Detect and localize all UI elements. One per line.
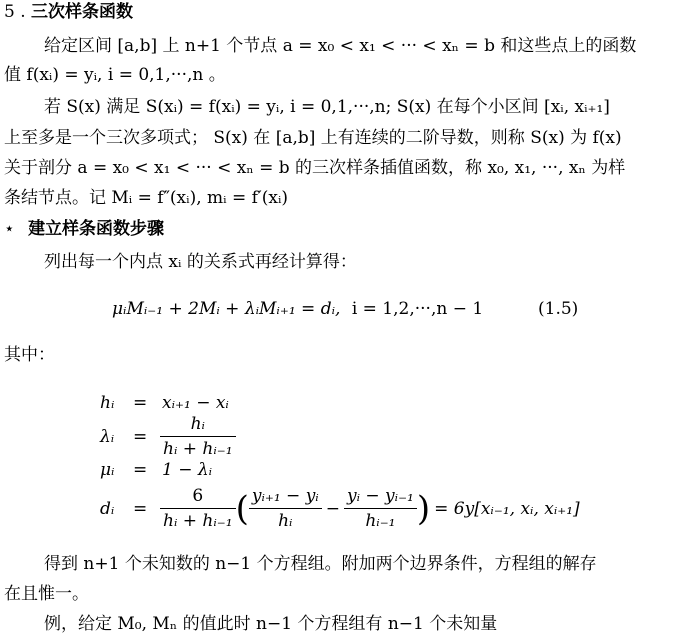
section-number: 5 . xyxy=(4,2,26,22)
equation-range: i = 1,2,···,n − 1 xyxy=(351,299,484,319)
right-paren: ) xyxy=(416,488,431,529)
d-rhs: = 6y[xᵢ₋₁, xᵢ, xᵢ₊₁] xyxy=(434,498,580,519)
para2-line3: 关于剖分 a = x₀ < x₁ < ··· < xₙ = b 的三次样条插值函数，称 x₀, x₁, ···, xₙ 为样 xyxy=(4,158,626,178)
star-bullet-icon: ⋆ xyxy=(4,219,15,239)
d-coef-denominator: hᵢ + hᵢ₋₁ xyxy=(160,508,236,533)
def-lambda-equals: = xyxy=(133,427,148,447)
def-h-rhs: xᵢ₊₁ − xᵢ xyxy=(162,393,229,413)
para2-line2: 上至多是一个三次多项式； S(x) 在 [a,b] 上有连续的二阶导数，则称 S(x) 为 f(x) xyxy=(4,128,622,148)
para3-line1: 列出每一个内点 xᵢ 的关系式再经计算得： xyxy=(44,252,357,272)
subsection-heading xyxy=(4,217,164,241)
def-mu-equals: = xyxy=(133,460,148,480)
d-minus: − xyxy=(325,498,340,519)
def-h-equals: = xyxy=(133,393,148,413)
para2-line4: 条结节点。记 Mᵢ = f″(xᵢ), mᵢ = f′(xᵢ) xyxy=(4,188,289,208)
d-coef-numerator: 6 xyxy=(192,486,204,506)
def-h-lhs: hᵢ xyxy=(100,393,115,413)
para5-line1: 例，给定 M₀, Mₙ 的值此时 n−1 个方程组有 n−1 个未知量 xyxy=(44,614,498,634)
def-mu-lhs: μᵢ xyxy=(100,460,115,480)
lambda-denominator: hᵢ + hᵢ₋₁ xyxy=(160,436,236,461)
para1-line2: 值 f(xᵢ) = yᵢ, i = 0,1,···,n 。 xyxy=(4,65,226,85)
main-equation xyxy=(112,297,483,321)
d-frac2-denominator: hᵢ₋₁ xyxy=(344,508,417,533)
d-frac1-denominator: hᵢ xyxy=(249,508,322,533)
def-d-equals: = xyxy=(133,499,148,519)
where-label: 其中： xyxy=(4,345,55,365)
para1-line1: 给定区间 [a,b] 上 n+1 个节点 a = x₀ < x₁ < ··· < xₙ = b 和这些点上的函数 xyxy=(44,36,637,56)
section-title: 三次样条函数 xyxy=(31,2,134,22)
def-d-expression xyxy=(160,484,580,533)
def-lambda-lhs: λᵢ xyxy=(100,427,115,447)
d-frac1-numerator: yᵢ₊₁ − yᵢ xyxy=(251,486,319,506)
equation-lhs: μᵢMᵢ₋₁ + 2Mᵢ + λᵢMᵢ₊₁ = dᵢ, xyxy=(112,299,341,319)
para4-line1: 得到 n+1 个未知数的 n−1 个方程组。附加两个边界条件，方程组的解存 xyxy=(44,554,597,574)
subsection-title: 建立样条函数步骤 xyxy=(28,219,165,239)
section-heading xyxy=(4,0,133,24)
equation-tag: (1.5) xyxy=(538,299,579,319)
def-lambda-fraction xyxy=(160,412,236,461)
d-frac2-numerator: yᵢ − yᵢ₋₁ xyxy=(346,486,414,506)
def-d-lhs: dᵢ xyxy=(100,499,115,519)
lambda-numerator: hᵢ xyxy=(190,414,205,434)
left-paren: ( xyxy=(235,488,249,529)
para2-line1: 若 S(x) 满足 S(xᵢ) = f(xᵢ) = yᵢ, i = 0,1,···,n; S(x) 在每个小区间 [xᵢ, xᵢ₊₁] xyxy=(44,97,610,117)
para4-line2: 在且惟一。 xyxy=(4,584,89,604)
def-mu-rhs: 1 − λᵢ xyxy=(162,460,213,480)
